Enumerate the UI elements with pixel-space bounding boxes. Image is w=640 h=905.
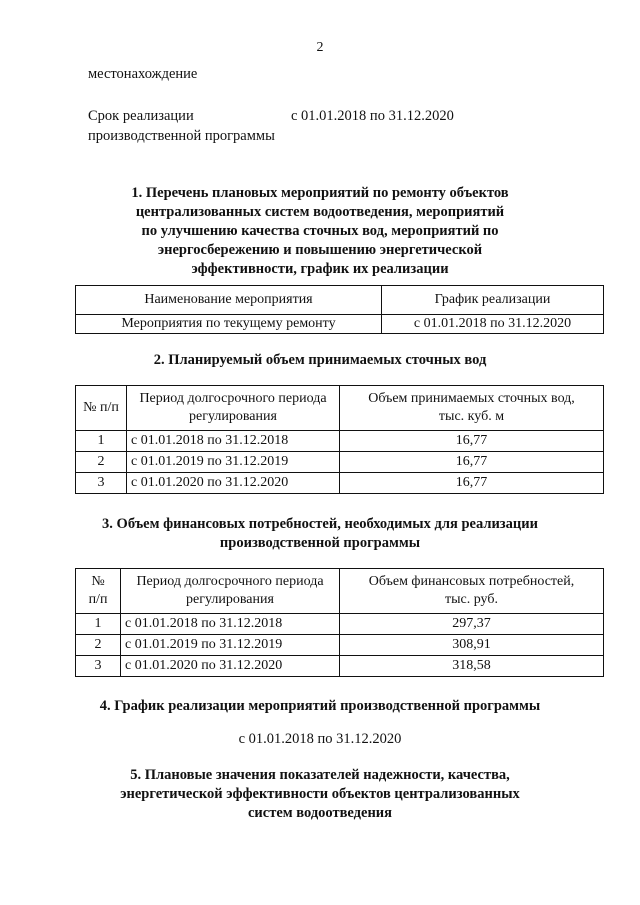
section3-title-line: производственной программы [219,535,421,551]
section5-title-line: энергетической эффективности объектов централизованных [120,786,520,802]
table-cell: 3 [76,473,127,494]
table-row [76,452,604,473]
section1-title-line: централизованных систем водоотведения, мероприятий [135,204,505,220]
table-row [76,431,604,452]
section3-table [75,568,604,677]
table-cell: 16,77 [340,452,604,473]
table-cell: 1 [76,431,127,452]
term-label-line: Срок реализации [88,108,194,124]
table-cell: с 01.01.2018 по 31.12.2018 [127,431,340,452]
table-header-row [76,569,604,614]
location-label: местонахождение [88,66,198,82]
section1-title-line: 1. Перечень плановых мероприятий по ремонту объектов [131,185,509,201]
section1-title [80,184,560,279]
table-header-cell: Наименование мероприятия [76,286,382,315]
table-row [76,614,604,635]
table-row [76,635,604,656]
header-line: Объем принимаемых сточных вод, [368,391,575,406]
table-header-cell [76,386,127,431]
table-header-cell [340,386,604,431]
term-label [88,106,275,146]
table-cell: Мероприятия по текущему ремонту [76,315,382,334]
section5-title-line: систем водоотведения [247,805,393,821]
table-cell: 16,77 [340,431,604,452]
table-header-cell [127,386,340,431]
section1-title-line: энергосбережению и повышению энергетической [157,242,483,258]
table-header-cell: График реализации [382,286,604,315]
table-cell: с 01.01.2019 по 31.12.2019 [121,635,340,656]
table-cell: с 01.01.2018 по 31.12.2018 [121,614,340,635]
table-cell: с 01.01.2020 по 31.12.2020 [121,656,340,677]
section1-title-line: по улучшению качества сточных вод, мероприятий по [141,223,499,239]
table-cell: с 01.01.2019 по 31.12.2019 [127,452,340,473]
table-cell: 16,77 [340,473,604,494]
table-cell: 1 [76,614,121,635]
section3-title [40,515,600,553]
header-line: тыс. руб. [445,592,498,607]
header-line: Объем финансовых потребностей, [368,574,575,589]
table-cell: 297,37 [340,614,604,635]
section1-title-line: эффективности, график их реализации [191,261,449,277]
header-line: регулирования [186,592,274,607]
section4-title: 4. График реализации мероприятий производственной программы [99,698,541,714]
header-line: п/п [88,592,108,607]
page-number: 2 [316,40,324,55]
table-header-cell [121,569,340,614]
table-header-row [76,386,604,431]
table-cell: 2 [76,635,121,656]
section5-title [60,766,580,823]
header-line: Период долгосрочного периода [139,391,327,406]
term-label-line: производственной программы [88,128,275,144]
section3-title-line: 3. Объем финансовых потребностей, необходимых для реализации [102,516,538,532]
table-cell: 318,58 [340,656,604,677]
table-row [76,473,604,494]
header-line: № [91,574,105,589]
table-cell: с 01.01.2020 по 31.12.2020 [127,473,340,494]
table-cell: 308,91 [340,635,604,656]
header-line: регулирования [189,409,277,424]
table-cell: 2 [76,452,127,473]
table-header-cell [340,569,604,614]
table-cell: с 01.01.2018 по 31.12.2020 [382,315,604,334]
section1-table [75,285,604,334]
table-row [76,656,604,677]
header-line: № п/п [83,400,119,415]
section4-value: с 01.01.2018 по 31.12.2020 [238,731,402,747]
table-cell: 3 [76,656,121,677]
table-header-cell [76,569,121,614]
term-value: с 01.01.2018 по 31.12.2020 [291,108,454,124]
table-row [76,315,604,334]
header-line: тыс. куб. м [438,409,505,424]
section2-title: 2. Планируемый объем принимаемых сточных вод [153,352,487,368]
section2-table [75,385,604,494]
header-line: Период долгосрочного периода [136,574,324,589]
table-header-row [76,286,604,315]
section5-title-line: 5. Плановые значения показателей надежности, качества, [130,767,510,783]
